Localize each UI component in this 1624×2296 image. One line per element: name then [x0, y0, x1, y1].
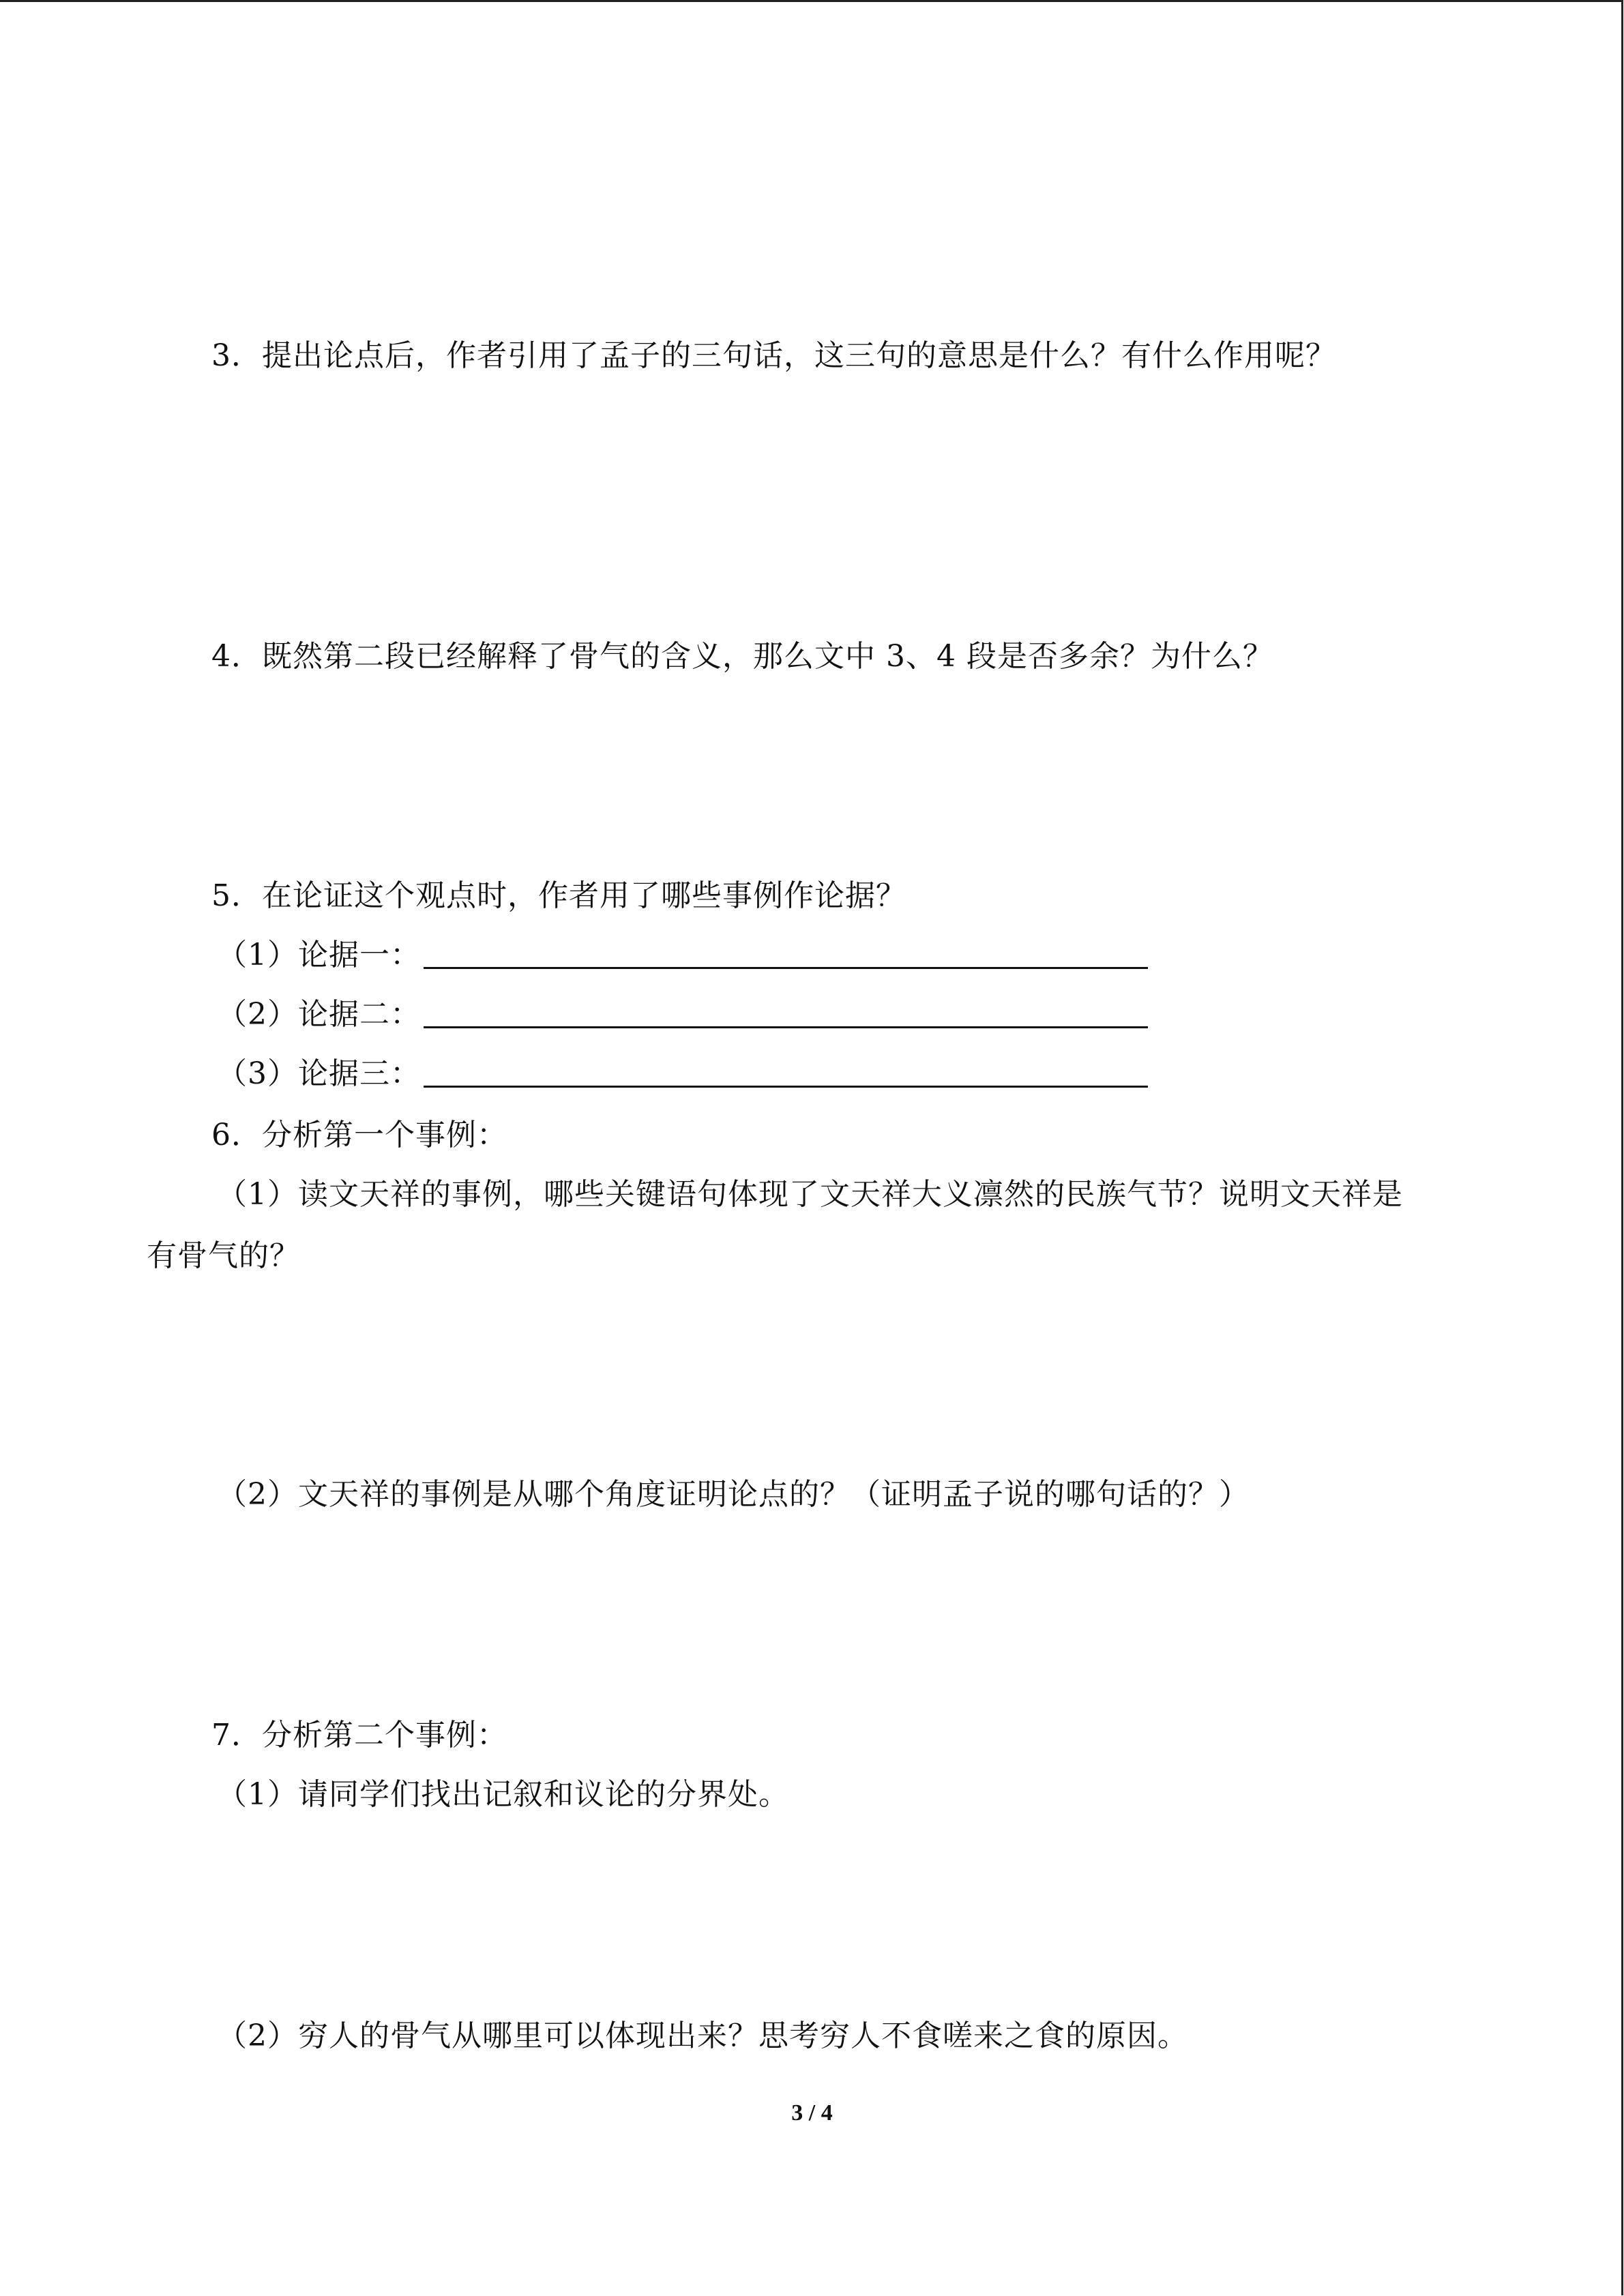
question-7-sub2: （2）穷人的骨气从哪里可以体现出来？思考穷人不食嗟来之食的原因。: [217, 2018, 1188, 2053]
question-3: 3．提出论点后，作者引用了孟子的三句话，这三句的意思是什么？有什么作用呢？: [211, 338, 1336, 373]
answer-underline[interactable]: [424, 996, 1148, 1028]
answer-blank-1[interactable]: [217, 935, 1148, 976]
question-6-prompt: 6．分析第一个事例：: [211, 1118, 507, 1152]
answer-blank-2[interactable]: [217, 994, 1148, 1035]
question-4: 4．既然第二段已经解释了骨气的含义，那么文中 3、4 段是否多余？为什么？: [211, 639, 1273, 674]
answer-underline[interactable]: [424, 937, 1148, 969]
question-6-sub1-line2: 有骨气的？: [147, 1238, 300, 1273]
answer-blank-label: （2）论据二：: [217, 997, 421, 1032]
answer-blank-label: （1）论据一：: [217, 938, 421, 972]
answer-blank-3[interactable]: [217, 1054, 1148, 1094]
question-7-prompt: 7．分析第二个事例：: [211, 1718, 507, 1753]
answer-blank-label: （3）论据三：: [217, 1056, 421, 1091]
page-number: 3 / 4: [791, 2100, 833, 2126]
answer-underline[interactable]: [424, 1056, 1148, 1088]
question-6-sub2: （2）文天祥的事例是从哪个角度证明论点的？（证明孟子说的哪句话的？）: [217, 1477, 1250, 1512]
question-5-prompt: 5．在论证这个观点时，作者用了哪些事例作论据？: [211, 878, 906, 913]
question-7-sub1: （1）请同学们找出记叙和议论的分界处。: [217, 1777, 789, 1812]
question-6-sub1-line1: （1）读文天祥的事例，哪些关键语句体现了文天祥大义凛然的民族气节？说明文天祥是: [217, 1177, 1403, 1212]
